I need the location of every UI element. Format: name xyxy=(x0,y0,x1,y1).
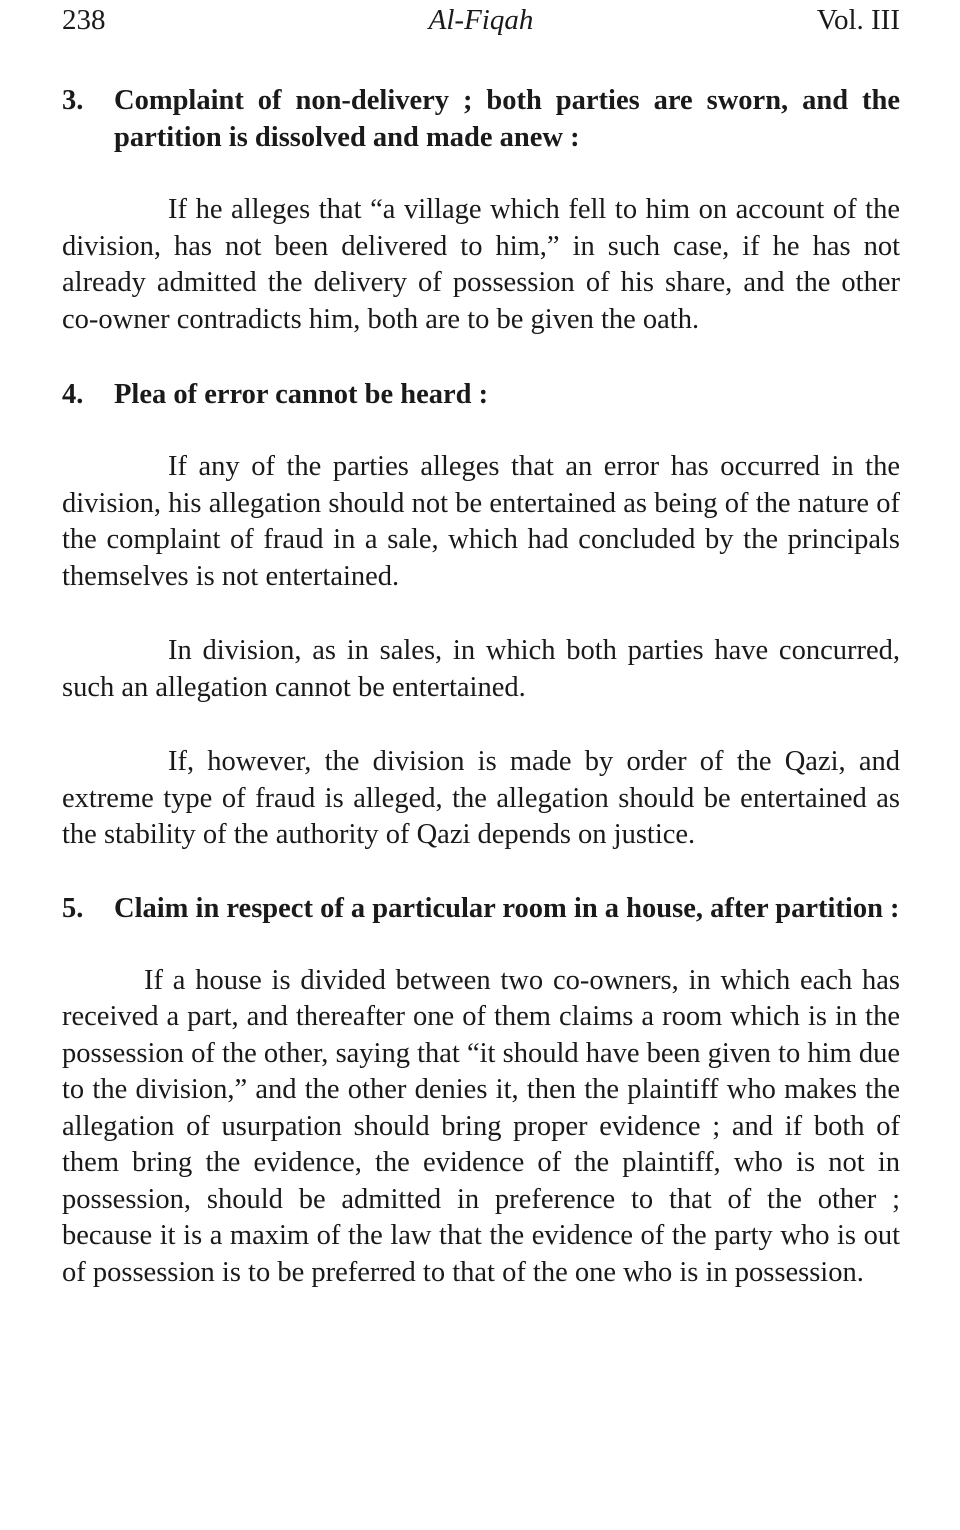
section-heading-3 xyxy=(62,82,900,156)
book-page xyxy=(62,0,900,1291)
volume-label: Vol. III xyxy=(816,4,900,36)
section-title: Complaint of non-delivery ; both parties are sworn, and the partition is dissolved and made anew : xyxy=(114,85,900,153)
paragraph: If a house is divided between two co-owners, in which each has received a part, and thereafter one of them claims a room which is in the possession of the other, saying that “it should have been given to him due to the division,” and the other denies it, then the plaintiff who makes the allegation of usurpation should bring proper evidence ; and if both of them bring the evidence, the evidence of the plaintiff, who is not in possession, should be admitted in preference to that of the other ; because it is a maxim of the law that the evidence of the party who is out of possession is to be preferred to that of the one who is in possession. xyxy=(62,964,900,1288)
section-number: 4. xyxy=(62,379,84,410)
paragraph: If any of the parties alleges that an error has occurred in the division, his allegation should not be entertained as being of the nature of the complaint of fraud in a sale, which had concluded by the principals themselves is not entertained. xyxy=(62,451,900,592)
section-number: 5. xyxy=(62,892,84,924)
section-title: Plea of error cannot be heard : xyxy=(114,379,489,410)
section-number: 3. xyxy=(62,85,84,116)
book-title: Al-Fiqah xyxy=(428,4,534,36)
section-title: Claim in respect of a particular room in a house, after partition : xyxy=(114,892,900,924)
section-heading-5 xyxy=(62,890,900,927)
section-heading-4 xyxy=(62,376,900,413)
paragraph: In division, as in sales, in which both parties have concurred, such an allegation cannot be entertained. xyxy=(62,635,900,703)
page-number: 238 xyxy=(62,4,106,36)
running-head xyxy=(62,4,900,50)
paragraph: If, however, the division is made by order of the Qazi, and extreme type of fraud is alleged, the allegation should be entertained as the stability of the authority of Qazi depends on justice. xyxy=(62,746,900,850)
paragraph: If he alleges that “a village which fell to him on account of the division, has not been delivered to him,” in such case, if he has not already admitted the delivery of possession of his share, and the other co-owner contradicts him, both are to be given the oath. xyxy=(62,194,900,335)
